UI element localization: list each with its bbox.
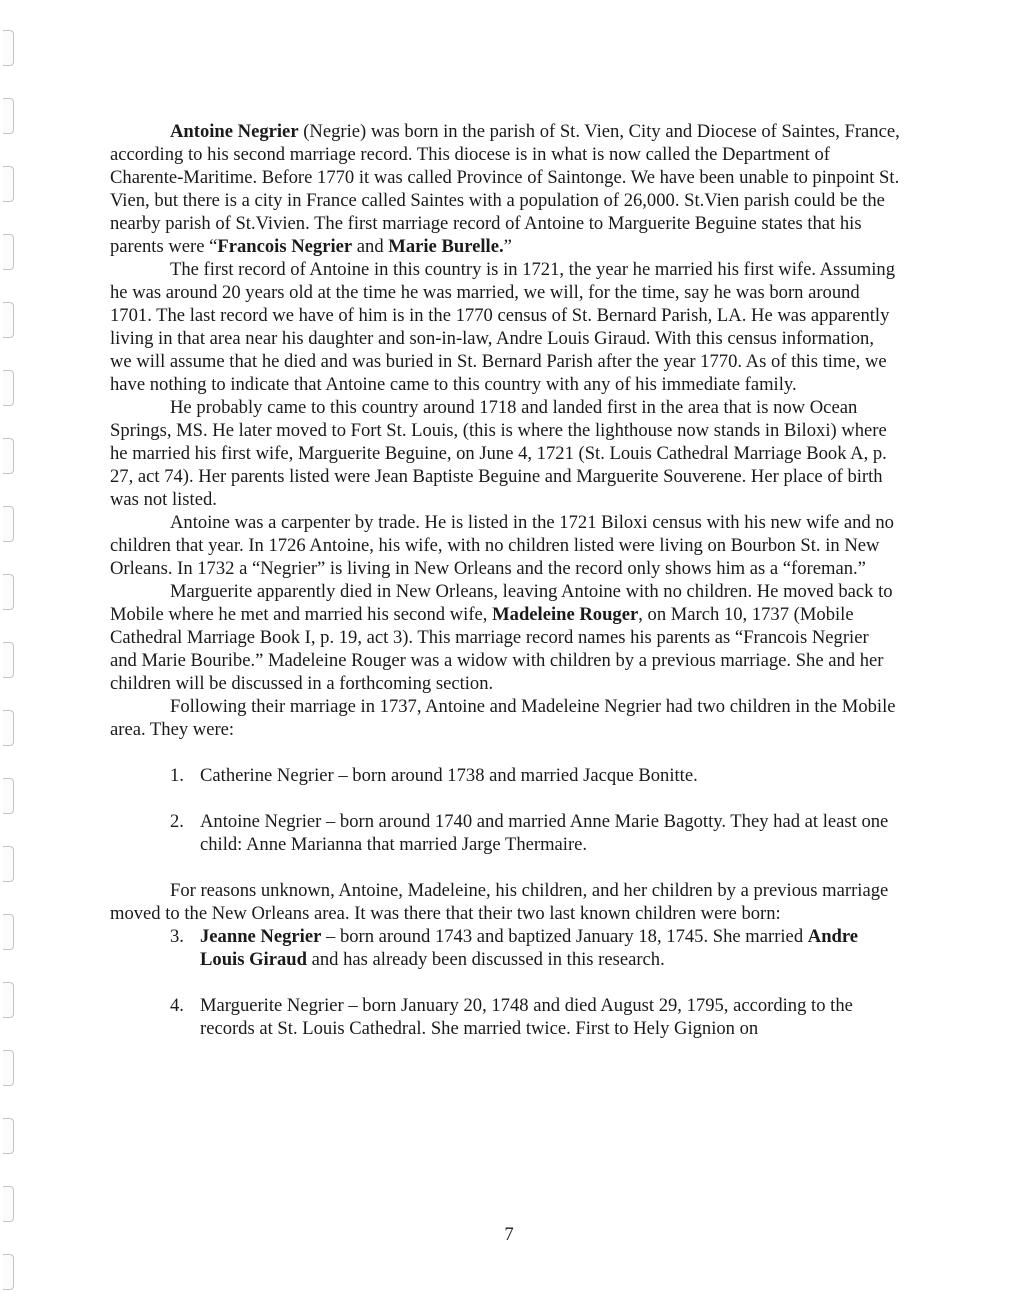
binder-hole [3, 710, 14, 746]
person-name: Madeleine Rouger [492, 604, 639, 625]
paragraph-trade: Antoine was a carpenter by trade. He is listed in the 1721 Biloxi census with his new wife and no children that year. In 1726 Antoine, his wife, with no children listed were living on Bourbon St. in New Orleans. In 1732 a “Negrier” is living in New Orleans and the record only shows him as a “foreman.” [110, 512, 894, 579]
page-number: 7 [504, 1224, 514, 1245]
person-name: Andre Louis Giraud [200, 926, 859, 970]
binder-hole [3, 846, 14, 882]
binder-hole [3, 234, 14, 270]
paragraph-second-marriage: Marguerite apparently died in New Orleans, leaving Antoine with no children. He moved back to Mobile where he met and married his second wife, Madeleine Rouger, on March 10, 1737 (Mobile Cathedral Marriage Book I, p. 19, act 3). This marriage record names his parents as “Francois Negrier and Marie Bouribe.” Madeleine Rouger was a widow with children by a previous marriage. She and her children will be discussed in a forthcoming section. [110, 581, 893, 694]
binder-hole [3, 642, 14, 678]
children-list-new-orleans [110, 925, 900, 1040]
list-item: 1. Catherine Negrier – born around 1738 and married Jacque Bonitte. [170, 765, 698, 786]
binder-hole [3, 370, 14, 406]
binder-hole [3, 1118, 14, 1154]
spacer [110, 856, 900, 879]
page-body [110, 120, 900, 1040]
person-name: Marie Burelle. [388, 236, 504, 257]
binder-hole [3, 302, 14, 338]
paragraph-first-record: The first record of Antoine in this country is in 1721, the year he married his first wife. Assuming he was around 20 years old at the time he was married, we will, for the time, say he was born around 1701. The last record we have of him is in the 1770 census of St. Bernard Parish, LA. He was apparently living in that area near his daughter and son-in-law, Andre Louis Giraud. With this census information, we will assume that he died and was buried in St. Bernard Parish after the year 1770. As of this time, we have nothing to indicate that Antoine came to this country with any of his immediate family. [110, 259, 896, 395]
binder-hole [3, 506, 14, 542]
person-name: Francois Negrier [217, 236, 353, 257]
binder-hole [3, 98, 14, 134]
list-item: 3. Jeanne Negrier – born around 1743 and baptized January 18, 1745. She married Andre Louis Giraud and has already been discussed in this research. [170, 926, 859, 970]
person-name: Antoine Negrier [170, 121, 299, 142]
person-name: Jeanne Negrier [200, 926, 322, 947]
spacer [110, 971, 900, 994]
binder-hole [3, 166, 14, 202]
binder-hole [3, 778, 14, 814]
binder-hole [3, 1254, 14, 1290]
binder-hole [3, 914, 14, 950]
binder-holes [3, 0, 17, 1315]
binder-hole [3, 574, 14, 610]
binder-hole [3, 30, 14, 66]
paragraph-origin: Antoine Negrier (Negrie) was born in the parish of St. Vien, City and Diocese of Saintes, France, according to his second marriage record. This diocese is in what is now called the Department of Charente-Maritime. Before 1770 it was called Province of Saintonge. We have been unable to pinpoint St. Vien, but there is a city in France called Saintes with a population of 26,000. St.Vien parish could be the nearby parish of St.Vivien. The first marriage record of Antoine to Marguerite Beguine states that his parents were “Francois Negrier and Marie Burelle.” [110, 121, 900, 257]
binder-hole [3, 1186, 14, 1222]
binder-hole [3, 982, 14, 1018]
spacer [110, 787, 900, 810]
list-item: 2. Antoine Negrier – born around 1740 and married Anne Marie Bagotty. They had at least one child: Anne Marianna that married Jarge Thermaire. [170, 811, 889, 855]
list-item: 4. Marguerite Negrier – born January 20, 1748 and died August 29, 1795, according to the records at St. Louis Cathedral. She married twice. First to Hely Gignion on [170, 995, 853, 1039]
binder-hole [3, 1050, 14, 1086]
spacer [110, 741, 900, 764]
children-list-mobile [110, 764, 900, 856]
paragraph-children-intro: Following their marriage in 1737, Antoine and Madeleine Negrier had two children in the Mobile area. They were: [110, 696, 896, 740]
binder-hole [3, 438, 14, 474]
paragraph-arrival: He probably came to this country around 1718 and landed first in the area that is now Ocean Springs, MS. He later moved to Fort St. Louis, (this is where the lighthouse now stands in Biloxi) where he married his first wife, Marguerite Beguine, on June 4, 1721 (St. Louis Cathedral Marriage Book A, p. 27, act 74). Her parents listed were Jean Baptiste Beguine and Marguerite Souverene. Her place of birth was not listed. [110, 397, 887, 510]
paragraph-move-new-orleans: For reasons unknown, Antoine, Madeleine, his children, and her children by a previous marriage moved to the New Orleans area. It was there that their two last known children were born: [110, 880, 889, 924]
